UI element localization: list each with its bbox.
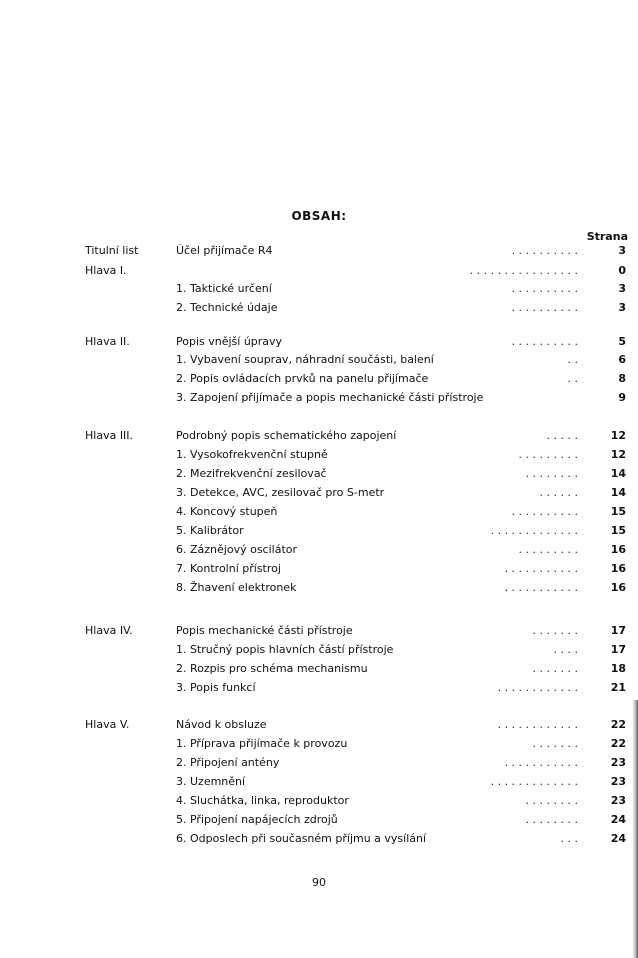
toc-page-number: 16: [610, 562, 626, 575]
toc-page-number: 24: [610, 813, 626, 826]
toc-leader-dots: . . .: [560, 832, 578, 845]
toc-row: [0, 389, 638, 407]
toc-leader-dots: . .: [567, 372, 578, 385]
toc-entry-text: 7. Kontrolní přístroj: [176, 562, 281, 575]
toc-entry-text: 3. Detekce, AVC, zesilovač pro S-metr: [176, 486, 385, 499]
toc-page-number: 14: [610, 486, 626, 499]
toc-leader-dots: . . . . . . . . . . . . . . . .: [469, 264, 578, 277]
toc-row: [0, 446, 638, 464]
toc-entry-text: 1. Taktické určení: [176, 282, 272, 295]
toc-entry-text: 6. Odposlech při současném příjmu a vysílání: [176, 832, 427, 845]
toc-entry-text: 2. Technické údaje: [176, 301, 278, 314]
toc-chapter-label: Hlava III.: [85, 429, 134, 442]
toc-page-number: 15: [610, 505, 626, 518]
toc-leader-dots: . . . . . . . . . . . .: [497, 681, 578, 694]
toc-leader-dots: . . . . .: [546, 429, 578, 442]
toc-row: [0, 333, 638, 351]
toc-leader-dots: . . . . . . . . . .: [511, 244, 578, 257]
toc-page-number: 3: [618, 244, 626, 257]
toc-row: [0, 242, 638, 260]
toc-entry-text: 8. Žhavení elektronek: [176, 581, 297, 594]
toc-chapter-label: Hlava V.: [85, 718, 130, 731]
toc-leader-dots: . . . . . . .: [532, 624, 578, 637]
toc-row: [0, 427, 638, 445]
toc-row: [0, 811, 638, 829]
toc-entry-text: 2. Mezifrekvenční zesilovač: [176, 467, 327, 480]
toc-row: [0, 351, 638, 369]
toc-leader-dots: . . . . . . . . . . . . .: [490, 775, 578, 788]
toc-entry-text: 1. Vysokofrekvenční stupně: [176, 448, 328, 461]
toc-entry-text: 1. Příprava přijímače k provozu: [176, 737, 348, 750]
toc-entry-text: Návod k obsluze: [176, 718, 267, 731]
toc-entry-text: 3. Zapojení přijímače a popis mechanické části přístroje: [176, 391, 484, 404]
toc-page-number: 18: [610, 662, 626, 675]
toc-page-number: 12: [610, 448, 626, 461]
toc-row: [0, 262, 638, 280]
toc-entry-text: Popis mechanické části přístroje: [176, 624, 353, 637]
toc-row: [0, 622, 638, 640]
toc-leader-dots: . . . . . . . . .: [518, 543, 578, 556]
toc-page-number: 12: [610, 429, 626, 442]
toc-page-number: 23: [610, 775, 626, 788]
toc-leader-dots: . . . . . . . . . . . . .: [490, 524, 578, 537]
toc-chapter-label: Titulní list: [85, 244, 139, 257]
toc-row: [0, 522, 638, 540]
toc-row: [0, 560, 638, 578]
toc-leader-dots: . . . . . . . . . .: [511, 335, 578, 348]
page-edge-shadow: [632, 700, 638, 958]
toc-leader-dots: . . . . . . .: [532, 737, 578, 750]
toc-page-number: 16: [610, 543, 626, 556]
toc-page-number: 9: [618, 391, 626, 404]
toc-entry-text: 5. Připojení napájecích zdrojů: [176, 813, 338, 826]
toc-leader-dots: . . . . . . . . . .: [511, 301, 578, 314]
toc-chapter-label: Hlava I.: [85, 264, 127, 277]
toc-page-number: 21: [610, 681, 626, 694]
toc-leader-dots: . . . . . . . . . . .: [504, 562, 578, 575]
toc-page-number: 16: [610, 581, 626, 594]
toc-row: [0, 503, 638, 521]
toc-leader-dots: . . . . . . . . . . . .: [497, 718, 578, 731]
page-number: 90: [312, 876, 326, 889]
toc-entry-text: 3. Popis funkcí: [176, 681, 256, 694]
toc-chapter-label: Hlava IV.: [85, 624, 133, 637]
toc-row: [0, 735, 638, 753]
toc-page-number: 22: [610, 737, 626, 750]
toc-leader-dots: . . . . . . . .: [525, 813, 578, 826]
toc-row: [0, 679, 638, 697]
toc-page-number: 3: [618, 282, 626, 295]
toc-page-number: 22: [610, 718, 626, 731]
toc-leader-dots: . . . . . . . . . . .: [504, 756, 578, 769]
toc-page-number: 3: [618, 301, 626, 314]
page-column-label: Strana: [586, 230, 628, 243]
page-title: OBSAH:: [291, 209, 347, 223]
toc-leader-dots: . . . . . . . .: [525, 467, 578, 480]
toc-row: [0, 484, 638, 502]
toc-row: [0, 773, 638, 791]
toc-entry-text: Účel přijímače R4: [176, 244, 273, 257]
toc-entry-text: Popis vnější úpravy: [176, 335, 283, 348]
toc-entry-text: 1. Stručný popis hlavních částí přístroje: [176, 643, 394, 656]
toc-row: [0, 280, 638, 298]
toc-entry-text: Podrobný popis schematického zapojení: [176, 429, 397, 442]
toc-leader-dots: . . . . . . . . . .: [511, 282, 578, 295]
toc-page-number: 23: [610, 794, 626, 807]
toc-page-number: 15: [610, 524, 626, 537]
toc-page-number: 17: [610, 643, 626, 656]
toc-page-number: 23: [610, 756, 626, 769]
toc-row: [0, 830, 638, 848]
toc-entry-text: 6. Záznějový oscilátor: [176, 543, 298, 556]
toc-entry-text: 1. Vybavení souprav, náhradní součásti, balení: [176, 353, 434, 366]
toc-page-number: 24: [610, 832, 626, 845]
toc-row: [0, 579, 638, 597]
toc-entry-text: 3. Uzemnění: [176, 775, 246, 788]
toc-leader-dots: . .: [567, 353, 578, 366]
toc-entry-text: 2. Rozpis pro schéma mechanismu: [176, 662, 368, 675]
toc-entry-text: 5. Kalibrátor: [176, 524, 244, 537]
toc-page-number: 8: [618, 372, 626, 385]
toc-entry-text: 2. Připojení antény: [176, 756, 280, 769]
toc-row: [0, 370, 638, 388]
toc-row: [0, 465, 638, 483]
toc-entry-text: 2. Popis ovládacích prvků na panelu přijímače: [176, 372, 429, 385]
toc-leader-dots: . . . . . . .: [532, 662, 578, 675]
toc-entry-text: 4. Sluchátka, linka, reproduktor: [176, 794, 349, 807]
toc-chapter-label: Hlava II.: [85, 335, 130, 348]
toc-page-number: 14: [610, 467, 626, 480]
toc-leader-dots: . . . . . . . .: [525, 794, 578, 807]
toc-entry-text: 4. Koncový stupeň: [176, 505, 278, 518]
toc-row: [0, 754, 638, 772]
toc-leader-dots: . . . . . .: [539, 486, 578, 499]
toc-leader-dots: . . . . . . . . . .: [511, 505, 578, 518]
toc-page-number: 6: [618, 353, 626, 366]
toc-page-number: 0: [618, 264, 626, 277]
toc-leader-dots: . . . . . . . . .: [518, 448, 578, 461]
toc-leader-dots: . . . .: [553, 643, 578, 656]
toc-row: [0, 792, 638, 810]
toc-page-number: 17: [610, 624, 626, 637]
toc-row: [0, 299, 638, 317]
toc-row: [0, 660, 638, 678]
toc-row: [0, 541, 638, 559]
toc-leader-dots: . . . . . . . . . . .: [504, 581, 578, 594]
toc-page-number: 5: [618, 335, 626, 348]
toc-row: [0, 716, 638, 734]
toc-row: [0, 641, 638, 659]
